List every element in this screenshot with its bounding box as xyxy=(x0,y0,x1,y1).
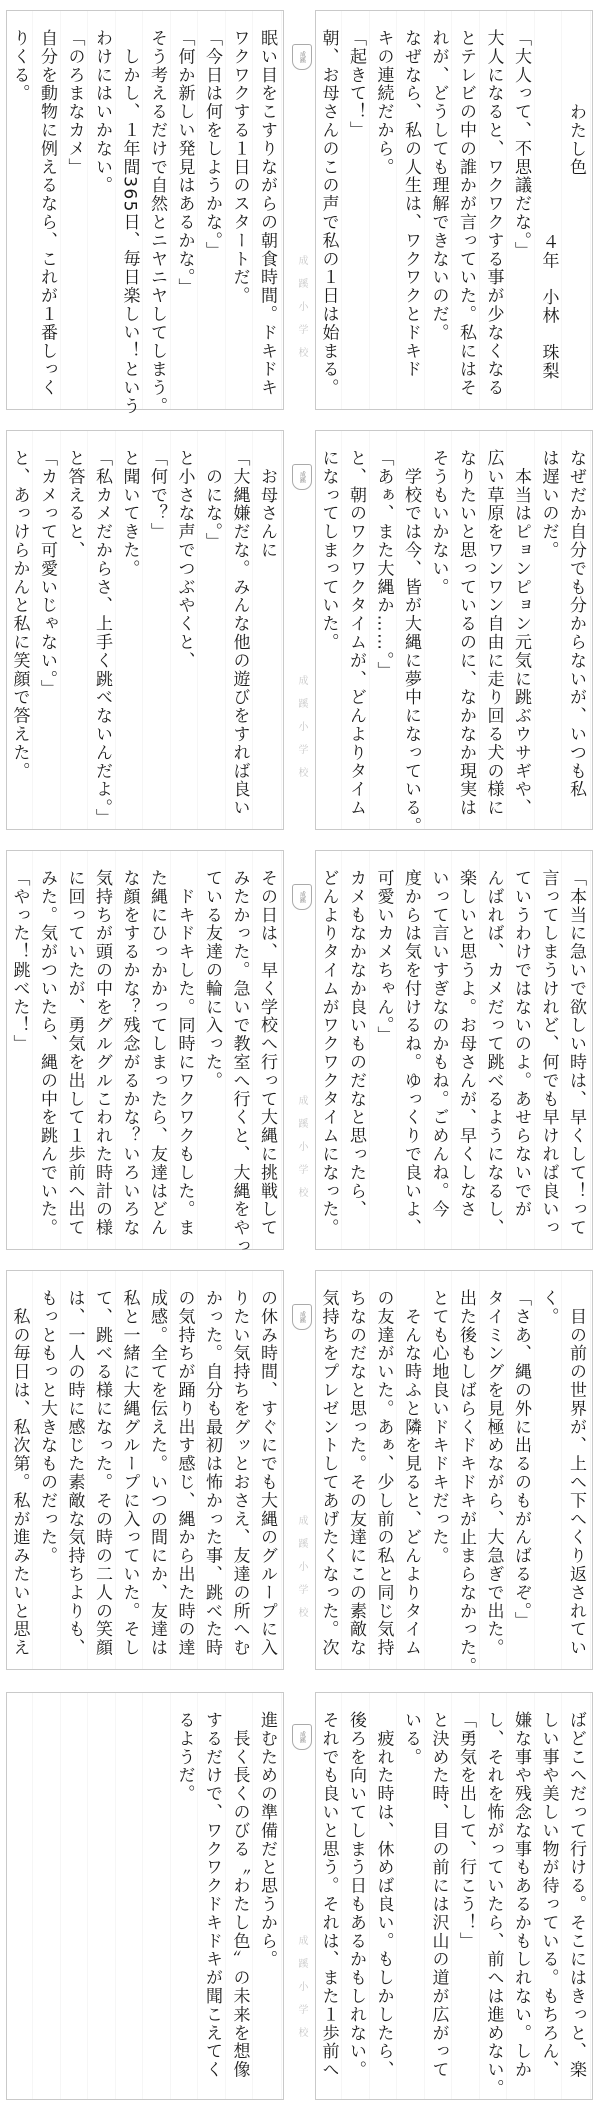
text-column: 目の前の世界が、上へ下へくり返されてい xyxy=(566,1289,586,1657)
text-column: に回っていたが、勇気を出して１歩前へ出て xyxy=(64,869,85,1237)
text-column: と答えると、 xyxy=(64,449,85,560)
text-column: 「何で？」 xyxy=(147,449,167,541)
text-column: 私の毎日は、私次第。私が進みたいと思え xyxy=(9,1289,30,1657)
text-column: 自分を動物に例えるなら、これが１番しっく xyxy=(37,29,57,397)
text-column: 私と一緒に大縄グループに入っていた。そし xyxy=(119,1289,140,1657)
school-emblem-icon: 成蹊 xyxy=(292,884,312,910)
text-column: 楽しいと思うよ。お母さんが、早くしなさ xyxy=(456,869,476,1219)
text-column: と、朝のワクワクタイムが、どんよりタイム xyxy=(346,449,366,817)
text-column: 可愛いカメちゃん。」 xyxy=(373,869,394,1045)
text-column: 嫌な事や残念な事もあるかもしれない。しか xyxy=(511,1711,531,2079)
school-emblem-icon: 成蹊 xyxy=(292,1724,312,1750)
text-column: 眠い目をこすりながらの朝食時間。ドキドキ xyxy=(257,29,277,397)
text-column: の友達がいた。あぁ、少し前の私と同じ気持 xyxy=(373,1289,394,1657)
text-column: と決めた時、目の前には沢山の道が広がって xyxy=(428,1711,449,2079)
school-emblem-icon: 成蹊 xyxy=(292,44,312,70)
text-column: そうもいかない。 xyxy=(428,449,449,597)
manuscript-page-1 xyxy=(315,10,593,410)
manuscript-page-2 xyxy=(6,10,284,416)
text-column: なぜなら、私の人生は、ワクワクとドキド xyxy=(401,29,421,379)
text-column: もっともっと大きなものだった。 xyxy=(37,1289,57,1565)
text-column: しい事や美しい物が待っている。もちろん、 xyxy=(538,1711,559,2079)
school-name: 成蹊小学校 xyxy=(296,1515,307,1630)
text-column: 「勇気を出して、行こう！」 xyxy=(456,1711,476,1951)
text-column: 広い草原をワンワン自由に走り回る犬の様に xyxy=(483,449,504,817)
text-column: お母さんに xyxy=(257,449,277,560)
text-column: 度からは気を付けるね。ゆっくりで良いよ、 xyxy=(401,869,421,1237)
text-column: 「大人って、不思議だな。」 xyxy=(511,29,531,260)
text-column: りたい気持ちをグッとおさえ、友達の所へむ xyxy=(229,1289,250,1657)
text-column: 出た後もしばらくドキドキが止まらなかった。 xyxy=(456,1289,476,1676)
sheet-row-5 xyxy=(0,1680,600,2110)
text-column: 「私カメだからさ、上手く跳べないんだよ。」 xyxy=(92,449,112,827)
text-column: 「やった！跳べた！」 xyxy=(9,869,30,1053)
text-column: 「何か新しい発見はあるかな。」 xyxy=(174,29,195,297)
essay-author: ４年 小林 珠梨 xyxy=(538,233,559,381)
text-column: 長く長くのびる〝わたし色〟の未来を想像 xyxy=(229,1711,250,2079)
text-column: そんな時ふと隣を見ると、どんよりタイム xyxy=(401,1289,421,1657)
text-column: とテレビの中の誰かが言っていた。私にはそ xyxy=(456,29,476,397)
text-column: と聞いてきた。 xyxy=(119,449,140,578)
text-column: 大人になると、ワクワクする事が少なくなる xyxy=(483,29,504,397)
manuscript-page-3 xyxy=(315,430,593,836)
text-column: 後ろを向いてしまう日もあるかもしれない。 xyxy=(346,1711,366,2079)
text-column: 疲れた時は、休めば良い。もしかしたら、 xyxy=(373,1711,394,2079)
school-emblem-icon: 成蹊 xyxy=(292,1304,312,1330)
text-column: わけにはいかない。 xyxy=(92,29,112,195)
text-column: しかし、１年間365日、毎日楽しい！という xyxy=(119,29,140,416)
sheet-gutter xyxy=(290,1680,312,2100)
text-column: んばれば、カメだって跳べるようになるし、 xyxy=(483,869,504,1237)
text-column: な顔をするかな？残念がるかな？いろいろな xyxy=(119,869,140,1237)
text-column: とても心地良いドキドキだった。 xyxy=(428,1289,449,1565)
text-column: なぜだか自分でも分からないが、いつも私 xyxy=(566,449,586,799)
text-column: キの連続だから。 xyxy=(373,29,394,177)
text-column: ていうわけではないのよ。あせらないでが xyxy=(511,869,531,1219)
school-name: 成蹊小学校 xyxy=(296,675,307,790)
text-column: ばどこへだって行ける。そこにはきっと、楽 xyxy=(566,1711,586,2079)
text-column: の休み時間、すぐにでも大縄のグループに入 xyxy=(257,1289,277,1657)
text-column: 「カメって可愛いじゃない。」 xyxy=(37,449,57,699)
sheet-row-3 xyxy=(0,840,600,1260)
text-column: ワクワクする１日のスタートだ。 xyxy=(229,29,250,305)
text-column: なりたいと思っているのに、なかなか現実は xyxy=(456,449,476,817)
text-column: みた。気がついたら、縄の中を跳んでいた。 xyxy=(37,869,57,1237)
text-column: ドキドキした。同時にワクワクもした。ま xyxy=(174,869,195,1237)
text-column: し、それを怖がっていたら、前へは進めない。 xyxy=(483,1711,504,2098)
sheet-gutter xyxy=(290,1260,312,1680)
text-column: かった。自分も最初は怖かった事、跳べた時 xyxy=(202,1289,222,1657)
text-column: いる。 xyxy=(401,1711,421,1767)
text-column: 「起きて！」 xyxy=(346,29,366,140)
text-column: どんよりタイムがワクワクタイムになった。 xyxy=(318,869,339,1237)
manuscript-page-4 xyxy=(6,430,284,830)
text-column: ちなのだなと思った。その友達にこの素敵な xyxy=(346,1289,366,1657)
text-column: と、あっけらかんと私に笑顔で答えた。 xyxy=(9,449,30,781)
text-column: 気持ちをプレゼントしてあげたくなった。次 xyxy=(318,1289,339,1657)
text-column: 「本当に急いで欲しい時は、早くして！って xyxy=(566,869,586,1237)
text-column: のにな。」 xyxy=(202,449,222,551)
manuscript-page-10 xyxy=(6,1692,284,2100)
text-column: その日は、早く学校へ行って大縄に挑戦して xyxy=(257,869,277,1237)
text-column: と小さな声でつぶやくと、 xyxy=(174,449,195,670)
text-column: は、一人の時に感じた素敵な気持ちよりも、 xyxy=(64,1289,85,1657)
text-column: 進むための準備だと思うから。 xyxy=(257,1711,277,1969)
text-column: 言ってしまうけれど、何でも早ければ良いっ xyxy=(538,869,559,1237)
school-name: 成蹊小学校 xyxy=(296,255,307,370)
sheet-gutter xyxy=(290,420,312,840)
sheet-row-1 xyxy=(0,0,600,420)
text-column: れが、どうしても理解できないのだ。 xyxy=(428,29,449,342)
text-column: いって言いすぎなのかもね。ごめんね。今 xyxy=(428,869,449,1219)
manuscript-page-9 xyxy=(315,1692,593,2100)
manuscript-page-8 xyxy=(6,1270,284,1670)
text-column: それでも良いと思う。それは、また１歩前へ xyxy=(318,1711,339,2079)
text-column: 「今日は何をしようかな。」 xyxy=(202,29,222,260)
text-column: になってしまっていた。 xyxy=(318,449,339,652)
text-column: た縄にひっかかってしまったら、友達はどん xyxy=(147,869,167,1237)
school-emblem-icon: 成蹊 xyxy=(292,464,312,490)
text-column: 「さあ、縄の外に出るのもがんばるぞ。」 xyxy=(511,1289,531,1631)
essay-title: わたし色 xyxy=(566,103,586,177)
text-column: く。 xyxy=(538,1289,559,1326)
text-column: そう考えるだけで自然とニヤニヤしてしまう。 xyxy=(147,29,167,416)
text-column: みたかった。急いで教室へ行くと、大縄をやっ xyxy=(229,869,250,1256)
sheet-gutter xyxy=(290,0,312,420)
text-column: 学校では今、皆が大縄に夢中になっている。 xyxy=(401,449,421,836)
school-name: 成蹊小学校 xyxy=(296,1095,307,1210)
text-column: カメもなかなか良いものだなと思ったら、 xyxy=(346,869,366,1219)
manuscript-page-5 xyxy=(315,850,593,1250)
text-column: 気持ちが頭の中をグルグルこわれた時計の様 xyxy=(92,869,112,1237)
text-column: 「大縄嫌だな。みんな他の遊びをすれば良い xyxy=(229,449,250,817)
sheet-gutter xyxy=(290,840,312,1260)
manuscript-page-7 xyxy=(315,1270,593,1676)
text-column: 朝、お母さんのこの声で私の１日は始まる。 xyxy=(318,29,339,397)
manuscript-page-6 xyxy=(6,850,284,1256)
text-column: の気持ちが踊り出す感じ、縄から出た時の達 xyxy=(174,1289,195,1657)
text-column: るようだ。 xyxy=(174,1711,195,1803)
text-column: ている友達の輪に入った。 xyxy=(202,869,222,1090)
text-column: は遅いのだ。 xyxy=(538,449,559,560)
school-name: 成蹊小学校 xyxy=(296,1935,307,2050)
sheet-row-2 xyxy=(0,420,600,840)
text-column: 「あぁ、また大縄か……。」 xyxy=(373,449,394,680)
text-column: タイミングを見極めながら、大急ぎで出た。 xyxy=(483,1289,504,1657)
text-column: 「のろまなカメ」 xyxy=(64,29,85,177)
text-column: りくる。 xyxy=(9,29,30,103)
text-column: 成感。全てを伝えた。いつの間にか、友達は xyxy=(147,1289,167,1657)
text-column: て、跳べる様になった。その時の二人の笑顔 xyxy=(92,1289,112,1657)
sheet-row-4 xyxy=(0,1260,600,1680)
text-column: するだけで、ワクワクドキドキが聞こえてく xyxy=(202,1711,222,2079)
text-column: 本当はピョンピョン元気に跳ぶウサギや、 xyxy=(511,449,531,817)
